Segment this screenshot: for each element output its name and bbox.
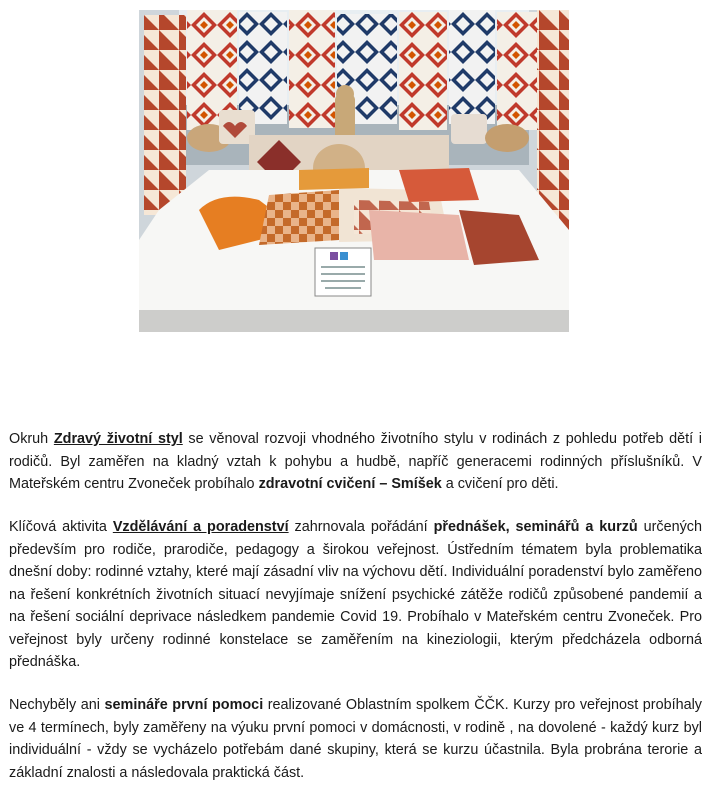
paragraph-healthy-lifestyle (9, 428, 702, 496)
p3-text-2: realizované Oblastním spolkem ČČK. Kurzy pro veřejnost probíhaly ve 4 termínech, byly zaměřeny na výuku první pomoci v domácnosti, v rodině , na dovolené - každý kurz byl individuální - vždy se vycházelo potřebám dané skupiny, která se kurzu účastnila. Byla probrána terorie a základní znalosti a následovala praktická část. (9, 697, 702, 781)
p1-topic-healthy-lifestyle: Zdravý životní styl (53, 431, 183, 447)
p3-bold-first-aid: semináře první pomoci (104, 697, 264, 713)
p1-text-3: a cvičení pro děti. (441, 476, 559, 492)
p1-text-1: Okruh (9, 431, 54, 447)
p2-text-2: zahrnovala pořádání (288, 519, 434, 535)
p2-text-1: Klíčová aktivita (9, 519, 113, 535)
paragraph-education-counseling (9, 516, 702, 674)
p2-text-3: určených především pro rodiče, prarodiče, pedagogy a širokou veřejnost. Ústředním tématem byla problematika dnešní doby: rodinné vztahy, které mají zásadní vliv na výchovu dětí. Individuální poradenství bylo zaměřeno na řešení konkrétních životních situací nevyjímaje snížení psychické zátěže rodičů způsobené pandemií a na řešení sociální deprivace následkem pandemie Covid 19. Probíhalo v Mateřském centru Zvoneček. Pro veřejnost byly určeny rodinné konstelace se zaměřením na kineziologii, kterým předcházela odborná přednáška. (9, 519, 702, 670)
quilt-exhibition-photo (139, 10, 569, 332)
p2-bold-lectures: přednášek, seminářů a kurzů (433, 519, 638, 535)
p1-bold-exercise: zdravotní cvičení – Smíšek (258, 476, 442, 492)
p3-text-1: Nechyběly ani (9, 697, 105, 713)
p2-topic-education: Vzdělávání a poradenství (112, 519, 289, 535)
paragraph-first-aid (9, 694, 702, 784)
p1-text-2: se věnoval rozvoji vhodného životního stylu v rodinách z pohledu potřeb dětí i rodičů. Byl zaměřen na kladný vztah k pohybu a hudbě, napříč generacemi rodinných příslušníků. V Mateřském centru Zvoneček probíhalo (9, 431, 702, 492)
